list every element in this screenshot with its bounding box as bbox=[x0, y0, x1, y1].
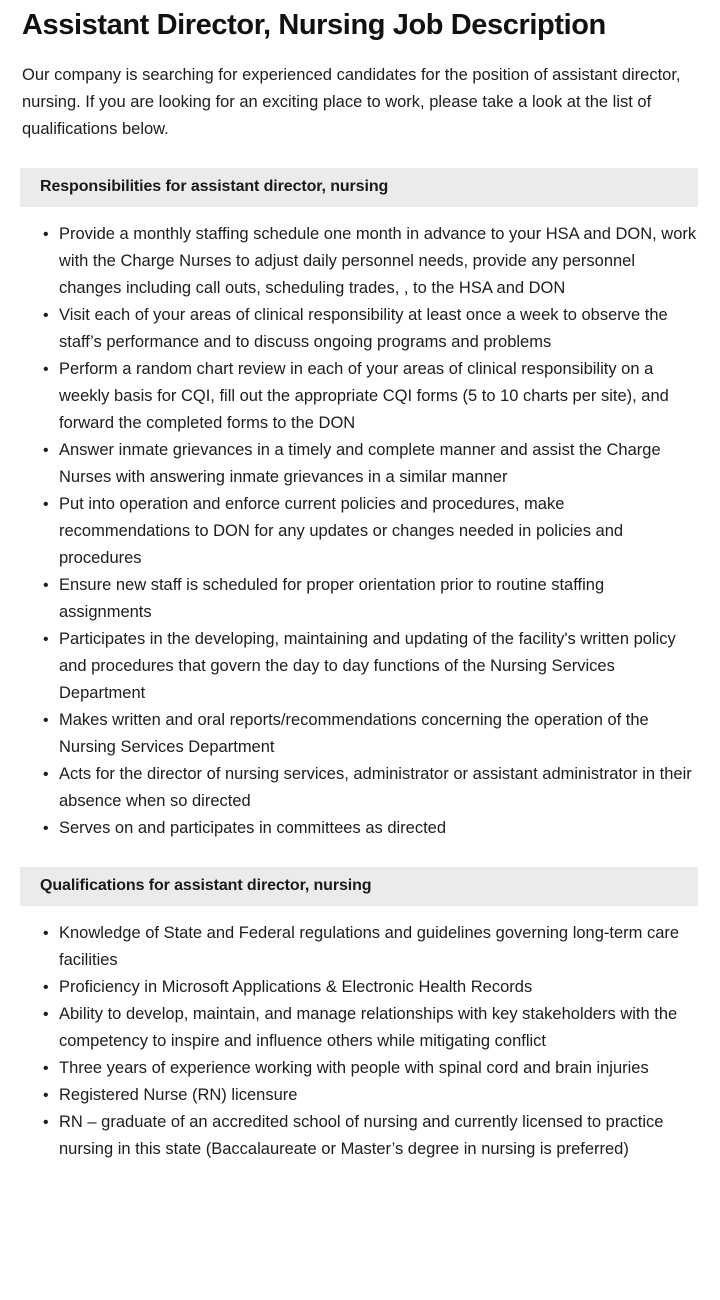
list-item bbox=[43, 1055, 698, 1082]
section-header-band bbox=[20, 168, 698, 207]
intro-paragraph: Our company is searching for experienced candidates for the position of assistant director, nursing. If you are looking for an exciting place to work, please take a look at the list of qualifications below. bbox=[22, 66, 681, 138]
list-item bbox=[43, 302, 698, 356]
bullet-dot-icon: • bbox=[43, 496, 49, 513]
list-item-text: Registered Nurse (RN) licensure bbox=[59, 1086, 298, 1104]
bullet-dot-icon: • bbox=[43, 979, 49, 996]
sections-container bbox=[0, 168, 720, 1163]
bullet-dot-icon: • bbox=[43, 307, 49, 324]
bullet-dot-icon: • bbox=[43, 925, 49, 942]
list-item bbox=[43, 815, 698, 842]
bullet-dot-icon: • bbox=[43, 361, 49, 378]
list-item bbox=[43, 221, 698, 302]
list-item bbox=[43, 356, 698, 437]
list-item-text: Proficiency in Microsoft Applications & Electronic Health Records bbox=[59, 978, 533, 996]
list-item bbox=[43, 707, 698, 761]
list-item-text: Visit each of your areas of clinical responsibility at least once a week to observe the staff’s performance and to discuss ongoing programs and problems bbox=[59, 306, 668, 351]
bullet-dot-icon: • bbox=[43, 577, 49, 594]
list-item-text: Provide a monthly staffing schedule one month in advance to your HSA and DON, work with the Charge Nurses to adjust daily personnel needs, provide any personnel changes including call outs, scheduling trades, , to the HSA and DON bbox=[59, 225, 697, 297]
list-item-text: Acts for the director of nursing services, administrator or assistant administrator in their absence when so directed bbox=[59, 765, 692, 810]
section-header-band bbox=[20, 867, 698, 906]
bullet-dot-icon: • bbox=[43, 226, 49, 243]
section-bullet-list bbox=[0, 906, 720, 1163]
bullet-dot-icon: • bbox=[43, 820, 49, 837]
bottom-spacer bbox=[0, 1163, 720, 1187]
bullet-dot-icon: • bbox=[43, 712, 49, 729]
bullet-dot-icon: • bbox=[43, 1087, 49, 1104]
list-item-text: Three years of experience working with people with spinal cord and brain injuries bbox=[59, 1059, 649, 1077]
list-item bbox=[43, 920, 698, 974]
bullet-dot-icon: • bbox=[43, 1114, 49, 1131]
list-item-text: Knowledge of State and Federal regulations and guidelines governing long-term care facilities bbox=[59, 924, 680, 969]
list-item-text: Answer inmate grievances in a timely and complete manner and assist the Charge Nurses with answering inmate grievances in a similar manner bbox=[59, 441, 661, 486]
bullet-dot-icon: • bbox=[43, 442, 49, 459]
list-item bbox=[43, 572, 698, 626]
section bbox=[0, 867, 720, 1163]
section-bullet-list bbox=[0, 207, 720, 842]
bullet-dot-icon: • bbox=[43, 1006, 49, 1023]
list-item-text: Participates in the developing, maintaining and updating of the facility's written policy and procedures that govern the day to day functions of the Nursing Services Department bbox=[59, 630, 676, 702]
bullet-dot-icon: • bbox=[43, 1060, 49, 1077]
bullet-dot-icon: • bbox=[43, 766, 49, 783]
list-item bbox=[43, 761, 698, 815]
list-item-text: Serves on and participates in committees as directed bbox=[59, 819, 447, 837]
list-item-text: Put into operation and enforce current policies and procedures, make recommendations to DON for any updates or changes needed in policies and procedures bbox=[59, 495, 624, 567]
list-item bbox=[43, 1109, 698, 1163]
section bbox=[0, 168, 720, 842]
list-item bbox=[43, 491, 698, 572]
section-heading: Qualifications for assistant director, nursing bbox=[40, 877, 372, 894]
list-item-text: Makes written and oral reports/recommendations concerning the operation of the Nursing Services Department bbox=[59, 711, 649, 756]
list-item bbox=[43, 437, 698, 491]
list-item-text: Ensure new staff is scheduled for proper orientation prior to routine staffing assignments bbox=[59, 576, 605, 621]
list-item-text: Ability to develop, maintain, and manage relationships with key stakeholders with the competency to inspire and influence others while mitigating conflict bbox=[59, 1005, 678, 1050]
list-item bbox=[43, 626, 698, 707]
section-heading: Responsibilities for assistant director, nursing bbox=[40, 178, 389, 195]
list-item-text: Perform a random chart review in each of your areas of clinical responsibility on a weekly basis for CQI, fill out the appropriate CQI forms (5 to 10 charts per site), and forward the completed forms to the DON bbox=[59, 360, 669, 432]
list-item bbox=[43, 974, 698, 1001]
page-title: Assistant Director, Nursing Job Description bbox=[22, 9, 606, 41]
list-item-text: RN – graduate of an accredited school of nursing and currently licensed to practice nursing in this state (Baccalaureate or Master’s degree in nursing is preferred) bbox=[59, 1113, 664, 1158]
list-item bbox=[43, 1082, 698, 1109]
bullet-dot-icon: • bbox=[43, 631, 49, 648]
list-item bbox=[43, 1001, 698, 1055]
